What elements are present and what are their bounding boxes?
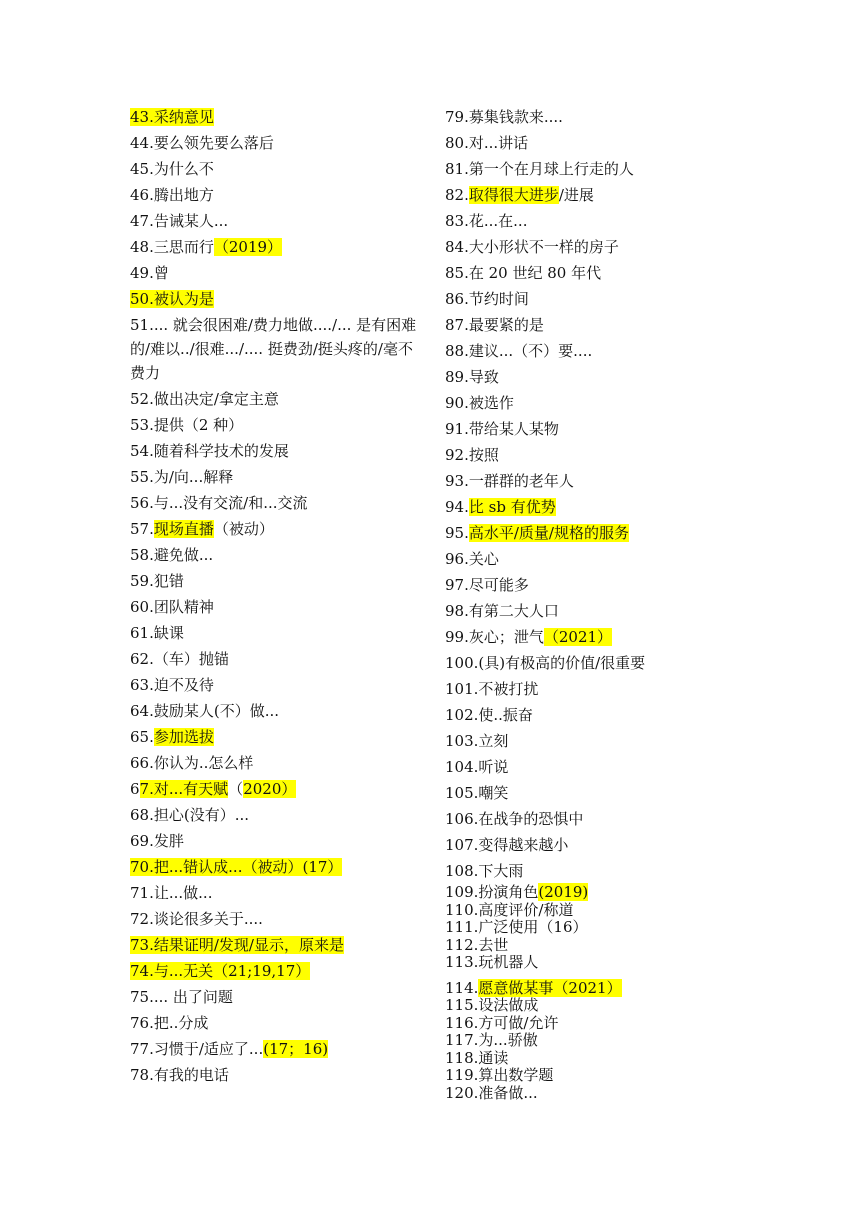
phrase-line [130, 1010, 422, 1036]
phrase-line [130, 906, 422, 932]
phrase-line [445, 156, 825, 182]
phrase-text: 83.花...在... [445, 212, 528, 230]
phrase-text: 87.最要紧的是 [445, 316, 544, 334]
phrase-line [445, 780, 825, 806]
phrase-text: 85.在 20 世纪 80 年代 [445, 264, 602, 282]
phrase-text: 79.募集钱款来.... [445, 108, 563, 126]
phrase-text: 53.提供（2 种） [130, 416, 244, 434]
phrase-line [130, 802, 422, 828]
phrase-text: 95. [445, 524, 469, 542]
phrase-line [130, 438, 422, 464]
phrase-text: 120.准备做... [445, 1083, 538, 1102]
phrase-line [130, 698, 422, 724]
phrase-line [130, 880, 422, 906]
phrase-text: 54.随着科学技术的发展 [130, 442, 289, 460]
phrase-text: 108.下大雨 [445, 862, 524, 880]
phrase-text: 62.（车）抛锚 [130, 650, 229, 668]
phrase-line [445, 1067, 825, 1085]
phrase-line [130, 260, 422, 286]
phrase-text: 109.扮演角色 [445, 883, 539, 901]
highlighted-text: (2019) [538, 883, 589, 901]
phrase-text: 57. [130, 520, 154, 538]
highlighted-text: 43.采纳意见 [130, 108, 214, 126]
phrase-text: 77.习惯于/适应了... [130, 1040, 264, 1058]
phrase-text: 45.为什么不 [130, 160, 214, 178]
phrase-text: 93.一群群的老年人 [445, 472, 574, 490]
phrase-line [130, 542, 422, 568]
phrase-text: （ [228, 780, 244, 798]
phrase-text: 78.有我的电话 [130, 1066, 229, 1084]
phrase-line [445, 858, 825, 884]
highlighted-text: 现场直播 [153, 520, 214, 538]
phrase-text: 63.迫不及待 [130, 676, 214, 694]
phrase-line [130, 490, 422, 516]
phrase-text: 117.为...骄傲 [445, 1031, 538, 1049]
highlighted-text: 参加选拔 [153, 728, 214, 746]
phrase-text: 94. [445, 498, 469, 516]
phrase-line [130, 594, 422, 620]
right-column [445, 104, 825, 1102]
phrase-line [445, 919, 825, 937]
phrase-line [445, 1050, 825, 1068]
phrase-line [445, 234, 825, 260]
phrase-line [445, 1015, 825, 1033]
phrase-line [445, 390, 825, 416]
phrase-text: 92.按照 [445, 446, 499, 464]
phrase-text: 114. [445, 978, 479, 997]
phrase-text: 86.节约时间 [445, 290, 529, 308]
phrase-line [445, 1085, 825, 1103]
phrase-text: 98.有第二大人口 [445, 602, 559, 620]
phrase-line [445, 650, 825, 676]
phrase-text: 52.做出决定/拿定主意 [130, 390, 279, 408]
phrase-line [445, 468, 825, 494]
phrase-text: 66.你认为..怎么样 [130, 754, 254, 772]
phrase-text: 111.广泛使用（16） [445, 918, 588, 936]
phrase-line [130, 464, 422, 490]
phrase-line [130, 286, 422, 312]
phrase-text: 107.变得越来越小 [445, 836, 569, 854]
highlighted-text: （2021） [543, 628, 613, 646]
phrase-line [130, 234, 422, 260]
phrase-line [130, 568, 422, 594]
phrase-text: 97.尽可能多 [445, 576, 529, 594]
phrase-line [445, 832, 825, 858]
phrase-line [445, 676, 825, 702]
phrase-line [130, 104, 422, 130]
phrase-line [445, 728, 825, 754]
phrase-line [445, 104, 825, 130]
highlighted-text: 73.结果证明/发现/显示，原来是 [130, 936, 344, 954]
phrase-text: 68.担心(没有）... [130, 806, 250, 824]
phrase-line [445, 937, 825, 955]
highlighted-text: 7.对...有天赋 [139, 780, 229, 798]
phrase-line [445, 884, 825, 902]
highlighted-text: 高水平/质量/规格的服务 [468, 524, 629, 542]
phrase-text: （被动） [213, 520, 274, 538]
phrase-text: 51.... 就会很困难/费力地做..../... 是有困难的/难以../很难.../.... 挺费劲/挺头疼的/毫不费力 [130, 316, 417, 382]
phrase-line [445, 702, 825, 728]
phrase-text: 110.高度评价/称道 [445, 900, 574, 919]
phrase-text: 113.玩机器人 [445, 953, 539, 971]
phrase-text: 116.方可做/允许 [445, 1013, 559, 1032]
phrase-text: 65. [130, 728, 154, 746]
phrase-text: 99.灰心；泄气 [445, 628, 544, 646]
highlighted-text: 74.与...无关（21;19,17） [130, 962, 311, 980]
phrase-text: 56.与...没有交流/和...交流 [130, 494, 308, 512]
highlighted-text: 70.把...错认成...（被动）(17） [130, 858, 343, 876]
phrase-text: 49.曾 [130, 264, 169, 282]
phrase-line [445, 520, 825, 546]
phrase-line [445, 260, 825, 286]
phrase-text: 118.通读 [445, 1048, 509, 1067]
phrase-text: 88.建议...（不）要.... [445, 342, 593, 360]
phrase-line [445, 312, 825, 338]
phrase-text: 48.三思而行 [130, 238, 214, 256]
phrase-line [130, 386, 422, 412]
phrase-line [445, 624, 825, 650]
phrase-line [130, 672, 422, 698]
phrase-text: 119.算出数学题 [445, 1066, 554, 1084]
phrase-text: 102.使..振奋 [445, 706, 533, 724]
phrase-line [130, 958, 422, 984]
phrase-text: 82. [445, 186, 469, 204]
phrase-line [130, 724, 422, 750]
phrase-line [130, 828, 422, 854]
highlighted-text: 愿意做某事（2021） [478, 978, 622, 997]
phrase-text: 6 [130, 780, 140, 798]
phrase-line [130, 932, 422, 958]
phrase-line [130, 156, 422, 182]
phrase-text: 76.把..分成 [130, 1014, 209, 1032]
phrase-text: 69.发胖 [130, 832, 184, 850]
phrase-line [130, 312, 422, 386]
phrase-line [445, 364, 825, 390]
phrase-line [445, 1032, 825, 1050]
phrase-line [445, 806, 825, 832]
phrase-text: /进展 [558, 186, 594, 204]
phrase-line [130, 646, 422, 672]
phrase-text: 61.缺课 [130, 624, 184, 642]
phrase-line [445, 980, 825, 998]
phrase-line [445, 338, 825, 364]
highlighted-text: （2019） [213, 238, 283, 256]
phrase-text: 90.被选作 [445, 394, 514, 412]
phrase-line [130, 208, 422, 234]
phrase-line [445, 954, 825, 972]
left-column [130, 104, 422, 1088]
highlighted-text: 50.被认为是 [130, 290, 214, 308]
phrase-line [445, 902, 825, 920]
phrase-text: 101.不被打扰 [445, 680, 539, 698]
phrase-line [445, 494, 825, 520]
phrase-text: 100.(具)有极高的价值/很重要 [445, 654, 646, 672]
phrase-line [445, 572, 825, 598]
phrase-line [130, 984, 422, 1010]
phrase-line [445, 598, 825, 624]
phrase-line [445, 182, 825, 208]
phrase-text: 55.为/向...解释 [130, 468, 234, 486]
highlighted-text: 2020） [243, 780, 297, 798]
phrase-text: 75.... 出了问题 [130, 988, 233, 1006]
phrase-line [130, 620, 422, 646]
phrase-line [130, 750, 422, 776]
phrase-line [130, 1036, 422, 1062]
phrase-line [130, 776, 422, 802]
phrase-line [130, 182, 422, 208]
phrase-text: 46.腾出地方 [130, 186, 214, 204]
highlighted-text: (17；16) [263, 1040, 329, 1058]
phrase-text: 89.导致 [445, 368, 499, 386]
phrase-text: 96.关心 [445, 550, 499, 568]
phrase-text: 104.听说 [445, 758, 509, 776]
phrase-text: 44.要么领先要么落后 [130, 134, 274, 152]
phrase-text: 58.避免做... [130, 546, 214, 564]
phrase-text: 81.第一个在月球上行走的人 [445, 160, 634, 178]
phrase-line [130, 1062, 422, 1088]
phrase-text: 106.在战争的恐惧中 [445, 810, 584, 828]
phrase-text: 47.告诫某人... [130, 212, 229, 230]
phrase-line [445, 546, 825, 572]
phrase-line [130, 516, 422, 542]
phrase-text: 91.带给某人某物 [445, 420, 559, 438]
phrase-text: 59.犯错 [130, 572, 184, 590]
phrase-text: 103.立刻 [445, 732, 509, 750]
phrase-text: 112.去世 [445, 935, 509, 954]
phrase-text: 71.让...做... [130, 884, 213, 902]
phrase-line [130, 412, 422, 438]
phrase-line [445, 208, 825, 234]
phrase-line [445, 286, 825, 312]
highlighted-text: 比 sb 有优势 [468, 498, 556, 516]
phrase-line [445, 442, 825, 468]
phrase-text: 115.设法做成 [445, 996, 539, 1014]
highlighted-text: 取得很大进步 [468, 186, 559, 204]
phrase-line [445, 416, 825, 442]
phrase-line [445, 130, 825, 156]
phrase-text: 105.嘲笑 [445, 784, 509, 802]
phrase-text: 84.大小形状不一样的房子 [445, 238, 619, 256]
phrase-text: 60.团队精神 [130, 598, 214, 616]
phrase-line [445, 997, 825, 1015]
phrase-text: 72.谈论很多关于.... [130, 910, 263, 928]
phrase-text: 80.对...讲话 [445, 134, 529, 152]
phrase-line [130, 130, 422, 156]
phrase-text: 64.鼓励某人(不）做... [130, 702, 280, 720]
phrase-line [130, 854, 422, 880]
phrase-line [445, 754, 825, 780]
